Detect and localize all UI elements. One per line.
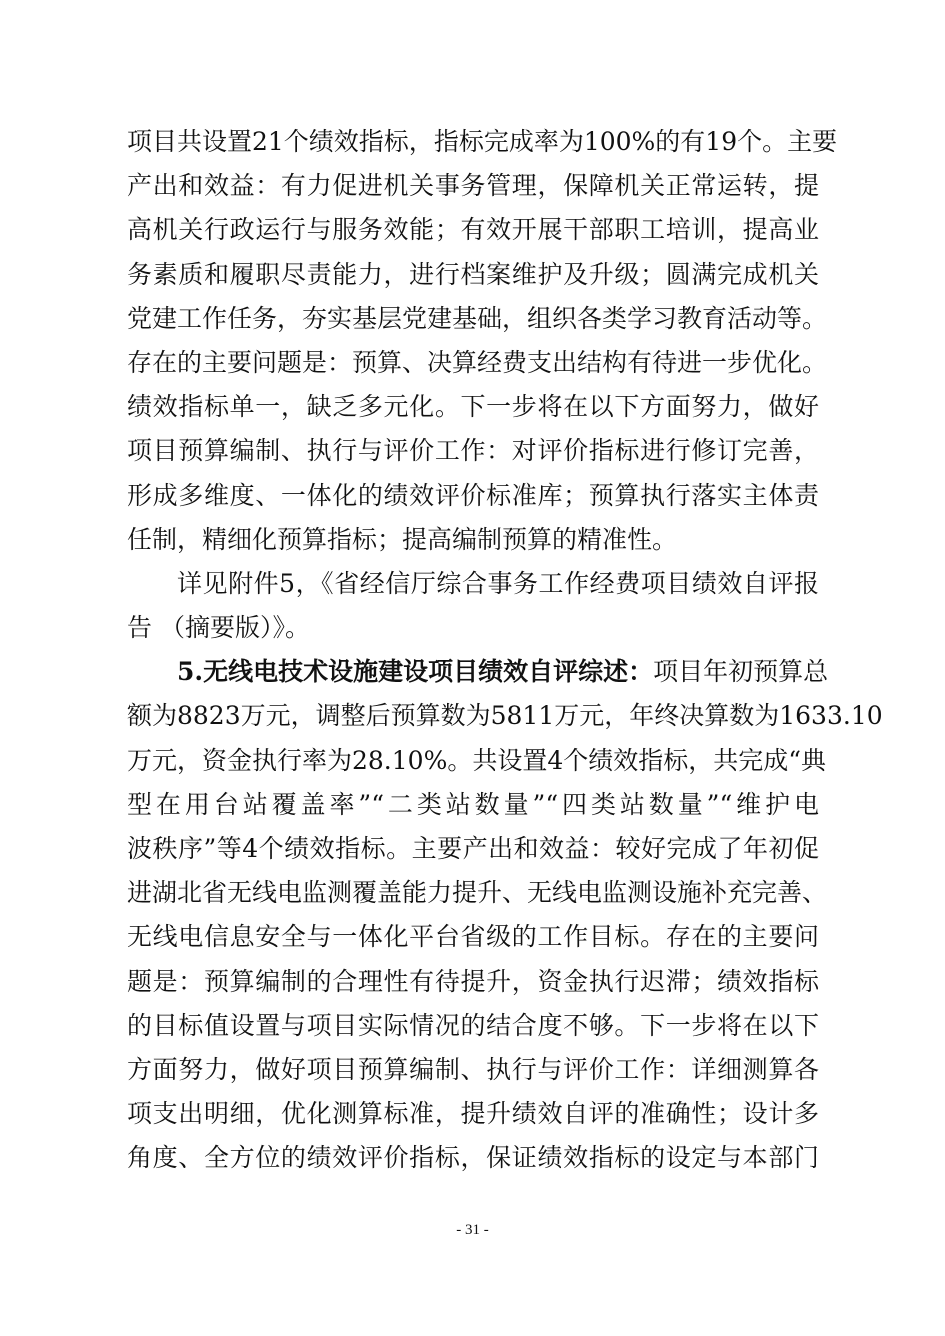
heading-line-rest: 项目年初预算总 xyxy=(653,657,829,687)
section-heading-line xyxy=(127,650,829,694)
text-line: 进湖北省无线电监测覆盖能力提升、无线电监测设施补充完善、 xyxy=(127,878,828,908)
text-line: 额为8823万元，调整后预算数为5811万元，年终决算数为1633.10 xyxy=(127,701,883,731)
paragraph-appendix-reference xyxy=(127,562,819,650)
text-line: 的目标值设置与项目实际情况的结合度不够。下一步将在以下 xyxy=(127,1010,819,1040)
text-line: 告 （摘要版）》。 xyxy=(127,613,310,643)
text-line: 型在用台站覆盖率”“二类站数量”“四类站数量”“维护电 xyxy=(127,789,819,819)
paragraph-project-4-summary xyxy=(127,120,838,562)
body-text xyxy=(127,120,883,1181)
text-line: 存在的主要问题是：预算、决算经费支出结构有待进一步优化。 xyxy=(127,347,828,377)
text-line: 波秩序”等4个绩效指标。主要产出和效益：较好完成了年初促 xyxy=(127,834,819,863)
text-line: 题是：预算编制的合理性有待提升，资金执行迟滞；绩效指标 xyxy=(127,966,819,996)
text-line: 高机关行政运行与服务效能；有效开展干部职工培训，提高业 xyxy=(127,215,819,245)
text-line: 方面努力，做好项目预算编制、执行与评价工作：详细测算各 xyxy=(127,1054,819,1084)
text-line: 形成多维度、一体化的绩效评价标准库；预算执行落实主体责 xyxy=(127,480,819,510)
paragraph-project-5-summary xyxy=(127,650,883,1180)
text-line: 党建工作任务，夯实基层党建基础，组织各类学习教育活动等。 xyxy=(127,303,828,333)
text-line: 任制，精细化预算指标；提高编制预算的精准性。 xyxy=(127,524,678,554)
text-line: 绩效指标单一，缺乏多元化。下一步将在以下方面努力，做好 xyxy=(127,392,819,422)
text-line: 产出和效益：有力促进机关事务管理，保障机关正常运转，提 xyxy=(127,171,819,201)
text-line: 项目共设置21个绩效指标，指标完成率为100%的有19个。主要 xyxy=(127,127,838,156)
text-line: 详见附件5，《省经信厅综合事务工作经费项目绩效自评报 xyxy=(177,568,819,598)
text-line: 务素质和履职尽责能力，进行档案维护及升级；圆满完成机关 xyxy=(127,259,819,289)
text-line: 项目预算编制、执行与评价工作：对评价指标进行修订完善， xyxy=(127,436,819,466)
text-line: 角度、全方位的绩效评价指标，保证绩效指标的设定与本部门 xyxy=(127,1143,819,1173)
text-line: 无线电信息安全与一体化平台省级的工作目标。存在的主要问 xyxy=(127,922,819,952)
section-heading: 5.无线电技术设施建设项目绩效自评综述： xyxy=(177,657,654,687)
text-line: 项支出明细，优化测算标准，提升绩效自评的准确性；设计多 xyxy=(127,1099,819,1129)
page-number: - 31 - xyxy=(456,1222,489,1238)
text-line: 万元，资金执行率为28.10%。共设置4个绩效指标，共完成“典 xyxy=(127,745,827,775)
